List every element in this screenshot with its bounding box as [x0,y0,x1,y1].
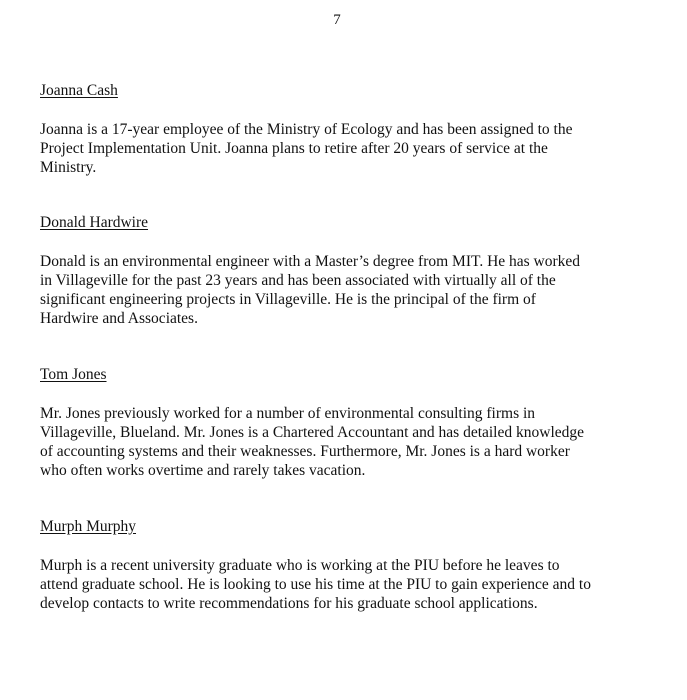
bio-line: Villageville, Blueland. Mr. Jones is a Chartered Accountant and has detailed knowledge [40,424,585,441]
bio-line: in Villageville for the past 23 years and has been associated with virtually all of the [40,272,556,289]
person-bio [40,120,640,177]
person-bio [40,252,640,328]
bio-line: Ministry. [40,159,97,176]
person-name: Murph Murphy [40,518,137,535]
bio-line: significant engineering projects in Villageville. He is the principal of the firm of [40,291,536,308]
bio-line: Joanna is a 17-year employee of the Ministry of Ecology and has been assigned to the [40,121,573,138]
person-name: Donald Hardwire [40,214,149,231]
bio-line: who often works overtime and rarely takes vacation. [40,462,366,479]
person-bio [40,404,640,480]
person-section-murph-murphy [40,517,640,613]
person-section-tom-jones [40,365,640,480]
bio-line: Project Implementation Unit. Joanna plans to retire after 20 years of service at the [40,140,548,157]
person-name: Tom Jones [40,366,107,383]
person-section-joanna-cash [40,81,640,177]
bio-line: Mr. Jones previously worked for a number of environmental consulting firms in [40,405,536,422]
person-name: Joanna Cash [40,82,118,99]
bio-line: attend graduate school. He is looking to use his time at the PIU to gain experience and to [40,576,591,593]
person-section-donald-hardwire [40,213,640,328]
bio-line: Murph is a recent university graduate who is working at the PIU before he leaves to [40,557,560,574]
person-bio [40,556,640,613]
bio-line: Hardwire and Associates. [40,310,198,327]
bio-line: of accounting systems and their weaknesses. Furthermore, Mr. Jones is a hard worker [40,443,570,460]
bio-line: Donald is an environmental engineer with a Master’s degree from MIT. He has worked [40,253,581,270]
bio-line: develop contacts to write recommendations for his graduate school applications. [40,595,538,612]
page-number: 7 [333,12,341,28]
